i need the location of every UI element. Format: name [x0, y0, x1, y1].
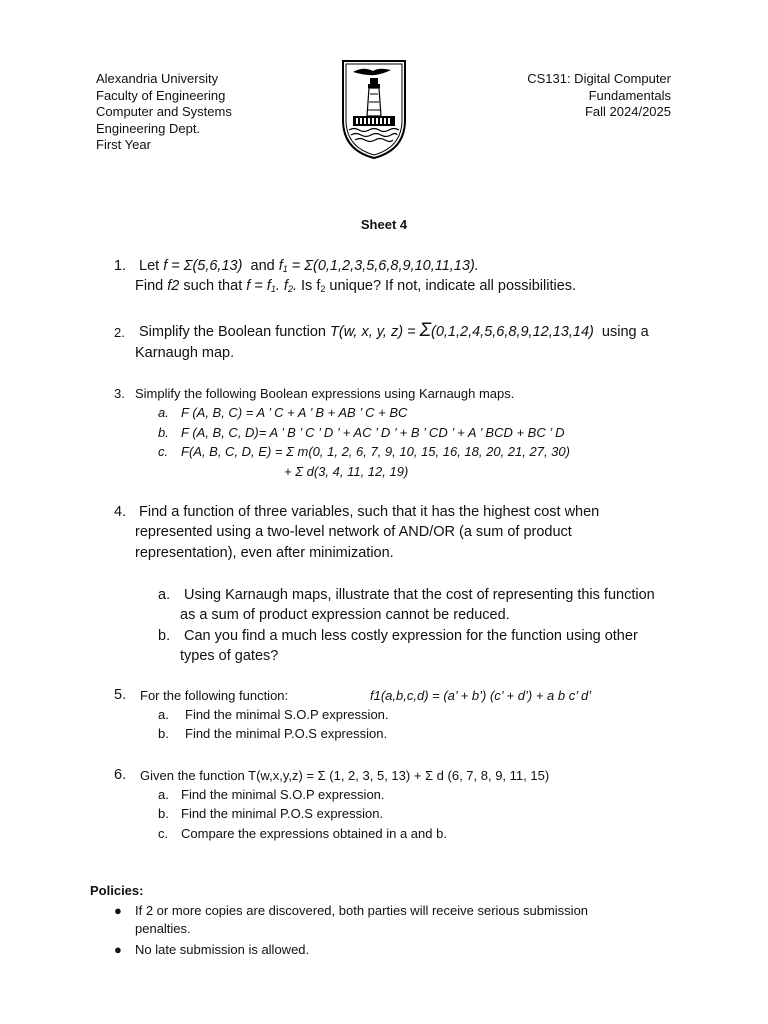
lighthouse-seal-icon [339, 58, 409, 160]
department-line-1: Computer and Systems [96, 104, 232, 119]
question-number: 1. [114, 258, 127, 274]
q5-a-label: a. [158, 707, 169, 722]
q5-b-label: b. [158, 726, 169, 741]
term-label: Fall 2024/2025 [584, 104, 671, 119]
q3-item-c-continued: + Σ d(3, 4, 11, 12, 19) [284, 464, 409, 479]
q3-item-b: F (A, B, C, D)= A ’ B ’ C ’ D ’ + AC ’ D ’ + B ’ CD ’ + A ’ BCD + BC ’ D [181, 425, 565, 440]
q1-let: Let [139, 258, 160, 274]
policies-list [110, 901, 670, 960]
q4-line-1: Find a function of three variables, such that it has the highest cost when [139, 504, 600, 520]
q6-c-label: c. [158, 826, 169, 841]
policy-item [110, 940, 670, 960]
q6-a-text: Find the minimal S.O.P expression. [181, 787, 385, 802]
course-code: CS131: Digital Computer [527, 71, 671, 86]
sheet-title: Sheet 4 [360, 217, 408, 232]
q1-unique-b: unique? If not, indicate all possibilities. [325, 278, 577, 294]
department-line-2: Engineering Dept. [96, 120, 201, 136]
q5-a-text: Find the minimal S.O.P expression. [185, 707, 389, 722]
q4-b-label: b. [158, 628, 171, 644]
q1-product-end: . [292, 278, 297, 294]
q4-line-2: represented using a two-level network of AND/OR (a sum of product [135, 524, 572, 540]
q6-b-text: Find the minimal P.O.S expression. [181, 806, 384, 821]
q2-text-a: Simplify the Boolean function [139, 324, 326, 340]
q2-minterms: (0,1,2,4,5,6,8,9,12,13,14) [431, 324, 594, 340]
q1-f1-name: f [278, 258, 283, 274]
q1-unique-a: Is f [297, 278, 321, 294]
university-name: Alexandria University [96, 71, 219, 86]
question-number: 2. [114, 325, 125, 340]
q5-text: For the following function: [140, 688, 289, 703]
policy-item [110, 901, 670, 940]
q5-b-text: Find the minimal P.O.S expression. [185, 726, 388, 741]
q3-item-c: F(A, B, C, D, E) = Σ m(0, 1, 2, 6, 7, 9, 10, 15, 16, 18, 20, 21, 27, 30) [181, 444, 570, 459]
q1-find: Find [135, 278, 164, 294]
q4-a-line-1: Using Karnaugh maps, illustrate that the cost of representing this function [184, 587, 655, 603]
q6-b-label: b. [158, 806, 169, 821]
q6-text: Given the function T(w,x,y,z) = Σ (1, 2, 3, 5, 13) + Σ d (6, 7, 8, 9, 11, 15) [140, 768, 550, 783]
q1-f-expression: f = Σ(5,6,13) [163, 258, 243, 274]
bullet-icon: ● [114, 942, 122, 957]
q4-b-line-2: types of gates? [180, 648, 279, 664]
q3-text: Simplify the following Boolean expressions using Karnaugh maps. [135, 386, 515, 401]
q1-f2-label: f2 [167, 278, 180, 294]
q3-item-a-label: a. [158, 405, 169, 420]
q1-product-sub-1: 1 [270, 284, 276, 294]
question-number: 6. [114, 767, 127, 783]
policy-text-line-1: No late submission is allowed. [135, 942, 310, 957]
q3-item-a: F (A, B, C) = A ’ C + A ’ B + AB ’ C + BC [181, 405, 408, 420]
q6-c-text: Compare the expressions obtained in a and b. [181, 826, 447, 841]
q3-item-b-label: b. [158, 425, 169, 440]
q2-expression: T(w, x, y, z) = [330, 324, 416, 340]
q3-item-c-label: c. [158, 444, 169, 459]
question-number: 3. [114, 386, 125, 401]
header-right [527, 71, 671, 121]
policy-text-line-1: If 2 or more copies are discovered, both parties will receive serious submission [135, 903, 589, 918]
q1-product-sub-2: 2 [287, 284, 293, 294]
q1-product-dot: . f [275, 278, 288, 294]
bullet-icon: ● [114, 903, 122, 918]
university-logo [339, 58, 409, 160]
q6-a-label: a. [158, 787, 169, 802]
q4-a-label: a. [158, 587, 171, 603]
question-number: 5. [114, 687, 127, 703]
faculty-name: Faculty of Engineering [96, 87, 226, 103]
q2-sigma: Σ [419, 320, 431, 341]
header-left [96, 71, 232, 154]
q1-and: and [250, 258, 275, 274]
q1-such-that: such that [183, 278, 243, 294]
q4-line-3: representation), even after minimization. [135, 545, 394, 561]
q1-product-expression: f = f [246, 278, 271, 294]
question-number: 4. [114, 504, 127, 520]
q1-unique-sub: 2 [320, 284, 326, 294]
q4-a-line-2: as a sum of product expression cannot be reduced. [180, 607, 510, 623]
year-label: First Year [96, 137, 151, 152]
q1-f1-subscript: 1 [282, 264, 288, 274]
q5-function: f1(a,b,c,d) = (a’ + b’) (c’ + d’) + a b c’ d’ [370, 688, 592, 703]
q2-text-b: using a [601, 324, 649, 340]
q4-b-line-1: Can you find a much less costly expression for the function using other [184, 628, 638, 644]
course-name: Fundamentals [588, 87, 671, 103]
policy-text-line-2: penalties. [135, 921, 191, 936]
policies-title: Policies: [90, 883, 144, 898]
q2-line-2: Karnaugh map. [135, 345, 235, 361]
q1-f1-expression: = Σ(0,1,2,3,5,6,8,9,10,11,13). [287, 258, 479, 274]
